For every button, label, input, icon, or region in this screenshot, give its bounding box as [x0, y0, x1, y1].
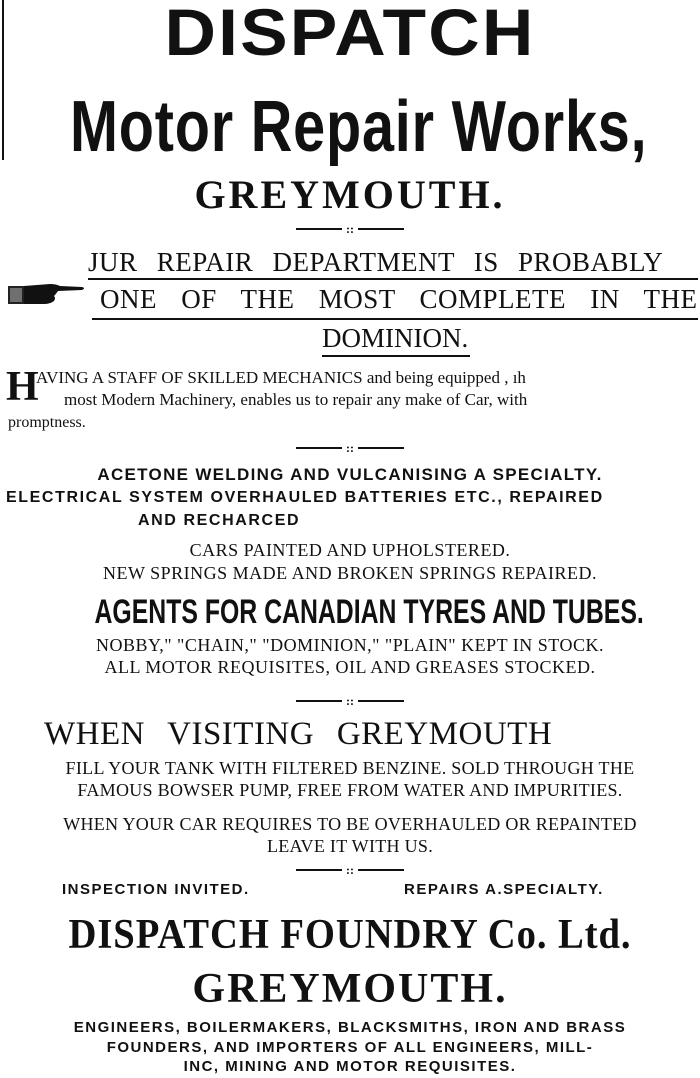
divider-4: ::	[0, 862, 700, 877]
specialty-line-1: ACETONE WELDING AND VULCANISING A SPECIALTY.	[97, 465, 603, 484]
services-line-1: CARS PAINTED AND UPHOLSTERED.	[189, 540, 511, 560]
specialty-line-2: ELECTRICAL SYSTEM OVERHAULED BATTERIES ETC., REPAIRED	[6, 489, 604, 506]
visiting-line-1: FILL YOUR TANK WITH FILTERED BENZINE. SOLD THROUGH THE	[65, 758, 635, 778]
staff-line-2: most Modern Machinery, enables us to repair any make of Car, with	[64, 390, 528, 409]
repair-line-2: ONE OF THE MOST COMPLETE IN THE	[100, 284, 698, 314]
foundry-line-1: ENGINEERS, BOILERMAKERS, BLACKSMITHS, IRON AND BRASS	[73, 1019, 627, 1036]
pointing-hand-icon	[6, 280, 86, 308]
header-subtitle: Motor Repair Works,	[70, 87, 648, 167]
header-location: GREYMOUTH.	[194, 172, 506, 217]
staff-dropcap: H	[6, 364, 39, 410]
inspection-left: INSPECTION INVITED.	[62, 881, 250, 898]
divider-1: ::	[0, 221, 700, 236]
visiting-headline: WHEN VISITING GREYMOUTH	[44, 716, 553, 752]
repair-line-3: DOMINION.	[322, 323, 469, 353]
inspection-right: REPAIRS A.SPECIALTY.	[404, 881, 604, 898]
foundry-location: GREYMOUTH.	[192, 966, 508, 1012]
agents-line-2: ALL MOTOR REQUISITES, OIL AND GREASES STOCKED.	[104, 657, 596, 677]
visiting-line-4: LEAVE IT WITH US.	[266, 836, 434, 856]
header-title: DISPATCH	[164, 0, 536, 69]
repair-rule-1	[88, 278, 698, 280]
agents-headline: AGENTS FOR CANADIAN TYRES AND TUBES.	[94, 593, 644, 631]
repair-line-1: JUR REPAIR DEPARTMENT IS PROBABLY	[88, 247, 664, 277]
foundry-line-3: INC, MINING AND MOTOR REQUISITES.	[183, 1058, 517, 1075]
agents-line-1: NOBBY," "CHAIN," "DOMINION," "PLAIN" KEPT IN STOCK.	[96, 635, 604, 655]
specialty-line-3: AND RECHARCED	[138, 512, 301, 529]
staff-line-1: AVING A STAFF OF SKILLED MECHANICS and being equipped , ıh	[36, 368, 526, 387]
repair-rule-2	[92, 318, 698, 320]
visiting-line-3: WHEN YOUR CAR REQUIRES TO BE OVERHAULED OR REPAINTED	[63, 814, 637, 834]
visiting-line-2: FAMOUS BOWSER PUMP, FREE FROM WATER AND IMPURITIES.	[77, 780, 623, 800]
services-line-2: NEW SPRINGS MADE AND BROKEN SPRINGS REPAIRED.	[102, 563, 598, 583]
staff-line-3: promptness.	[8, 414, 86, 431]
foundry-line-2: FOUNDERS, AND IMPORTERS OF ALL ENGINEERS, MILL-	[106, 1039, 594, 1056]
repair-rule-3	[322, 355, 470, 357]
foundry-name: DISPATCH FOUNDRY Co. Ltd.	[68, 912, 632, 958]
divider-2: ::	[0, 440, 700, 455]
divider-3: ::	[0, 693, 700, 708]
